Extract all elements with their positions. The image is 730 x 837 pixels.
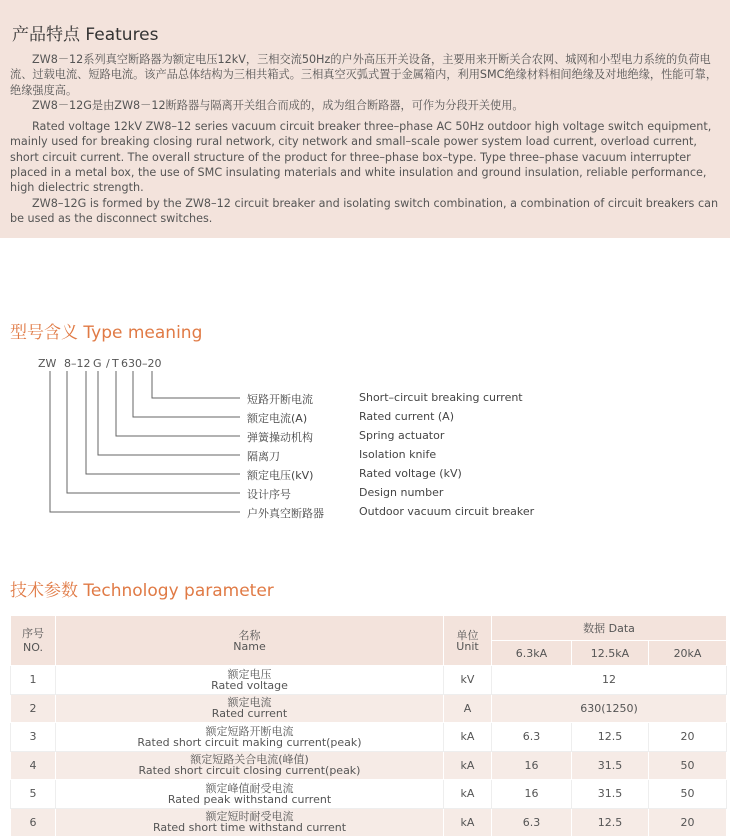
row-value: 50 bbox=[649, 751, 727, 780]
tech-parameter-table bbox=[10, 615, 727, 837]
code-part-zw: ZW bbox=[38, 357, 57, 370]
table-row bbox=[11, 694, 727, 723]
row-value: 16 bbox=[492, 751, 572, 780]
type-meaning-en: Isolation knife bbox=[359, 448, 437, 461]
table-row bbox=[11, 751, 727, 780]
row-value: 20 bbox=[649, 808, 727, 837]
table-row bbox=[11, 666, 727, 695]
type-meaning-en: Rated current (A) bbox=[359, 410, 454, 423]
features-en-paragraph-1: Rated voltage 12kV ZW8–12 series vacuum circuit breaker three–phase AC 50Hz outdoor high voltage switch equipment, mainly used for breaking closing rural network, city network and small–scale power system load current, overload current, short circuit current. The overall structure of the product for three–phase box–type. Type three–phase vacuum interrupter placed in a metal box, the use of SMC insulating materials and white insulation and ground insulation, reliable performance, high dielectric strength. bbox=[10, 120, 712, 195]
row-name: 额定电压 Rated voltage bbox=[56, 666, 444, 695]
type-meaning-title: 型号含义 Type meaning bbox=[10, 323, 203, 343]
row-no: 1 bbox=[11, 666, 56, 695]
type-meaning-row bbox=[0, 486, 730, 505]
row-name: 额定短时耐受电流 Rated short time withstand current bbox=[56, 808, 444, 837]
type-meaning-zh: 设计序号 bbox=[247, 488, 291, 501]
row-name: 额定电流 Rated current bbox=[56, 694, 444, 723]
row-value: 630(1250) bbox=[492, 694, 727, 723]
header-no: 序号 NO. bbox=[11, 616, 56, 666]
type-meaning-en: Outdoor vacuum circuit breaker bbox=[359, 505, 535, 518]
type-meaning-zh: 额定电流(A) bbox=[247, 412, 308, 425]
row-value: 16 bbox=[492, 780, 572, 809]
row-no: 2 bbox=[11, 694, 56, 723]
header-12-5ka: 12.5kA bbox=[572, 641, 649, 666]
row-value: 6.3 bbox=[492, 723, 572, 752]
row-value: 6.3 bbox=[492, 808, 572, 837]
type-meaning-zh: 弹簧操动机构 bbox=[247, 431, 313, 444]
table-row bbox=[11, 808, 727, 837]
row-value: 31.5 bbox=[572, 751, 649, 780]
row-value: 12 bbox=[492, 666, 727, 695]
type-meaning-row bbox=[0, 410, 730, 429]
row-value: 50 bbox=[649, 780, 727, 809]
row-unit: kA bbox=[444, 780, 492, 809]
row-value: 12.5 bbox=[572, 808, 649, 837]
type-meaning-en: Short–circuit breaking current bbox=[359, 391, 523, 404]
tech-parameter-title: 技术参数 Technology parameter bbox=[10, 581, 274, 601]
row-value: 12.5 bbox=[572, 723, 649, 752]
type-meaning-zh: 额定电压(kV) bbox=[247, 469, 314, 482]
type-meaning-row bbox=[0, 467, 730, 486]
type-meaning-zh: 隔离刀 bbox=[247, 450, 280, 463]
row-name: 额定短路关合电流(峰值) Rated short circuit closing current(peak) bbox=[56, 751, 444, 780]
header-unit: 单位 Unit bbox=[444, 616, 492, 666]
row-no: 6 bbox=[11, 808, 56, 837]
row-unit: kA bbox=[444, 751, 492, 780]
table-row bbox=[11, 723, 727, 752]
type-meaning-row bbox=[0, 391, 730, 410]
type-meaning-zh: 短路开断电流 bbox=[247, 393, 313, 406]
code-part-630-20: 630–20 bbox=[121, 357, 162, 370]
row-value: 31.5 bbox=[572, 780, 649, 809]
type-meaning-row bbox=[0, 448, 730, 467]
type-meaning-row bbox=[0, 429, 730, 448]
features-zh-paragraph-1: ZW8－12系列真空断路器为额定电压12kV，三相交流50Hz的户外高压开关设备，主要用来开断关合农网、城网和小型电力系统的负荷电流、过载电流、短路电流。该产品总体结构为三相共箱式。三相真空灭弧式置于金属箱内，利用SMC绝缘材料相间绝缘及对地绝缘，性能可靠，绝缘强度高。 bbox=[10, 53, 718, 97]
row-no: 3 bbox=[11, 723, 56, 752]
row-name: 额定峰值耐受电流 Rated peak withstand current bbox=[56, 780, 444, 809]
type-meaning-row bbox=[0, 505, 730, 524]
code-part-g: G bbox=[93, 357, 102, 370]
type-meaning-en: Design number bbox=[359, 486, 444, 499]
header-6-3ka: 6.3kA bbox=[492, 641, 572, 666]
features-title: 产品特点 Features bbox=[12, 25, 159, 45]
code-part-t: T bbox=[112, 357, 119, 370]
type-meaning-en: Rated voltage (kV) bbox=[359, 467, 462, 480]
table-row bbox=[11, 780, 727, 809]
row-no: 5 bbox=[11, 780, 56, 809]
type-meaning-en: Spring actuator bbox=[359, 429, 445, 442]
row-unit: kA bbox=[444, 723, 492, 752]
row-value: 20 bbox=[649, 723, 727, 752]
row-unit: kV bbox=[444, 666, 492, 695]
code-part-8-12: 8–12 bbox=[64, 357, 91, 370]
features-en-paragraph-2: ZW8–12G is formed by the ZW8–12 circuit breaker and isolating switch combination, a combination of circuit breakers can be used as the disconnect switches. bbox=[10, 196, 719, 225]
type-meaning-zh: 户外真空断路器 bbox=[247, 507, 324, 520]
code-part-slash: / bbox=[106, 357, 110, 370]
header-20ka: 20kA bbox=[649, 641, 727, 666]
header-data: 数据 Data bbox=[492, 616, 727, 641]
header-name: 名称 Name bbox=[56, 616, 444, 666]
features-zh-paragraph-2: ZW8－12G是由ZW8－12断路器与隔离开关组合而成的，成为组合断路器，可作为分段开关使用。 bbox=[32, 98, 524, 112]
row-no: 4 bbox=[11, 751, 56, 780]
row-unit: kA bbox=[444, 808, 492, 837]
row-name: 额定短路开断电流 Rated short circuit making current(peak) bbox=[56, 723, 444, 752]
row-unit: A bbox=[444, 694, 492, 723]
